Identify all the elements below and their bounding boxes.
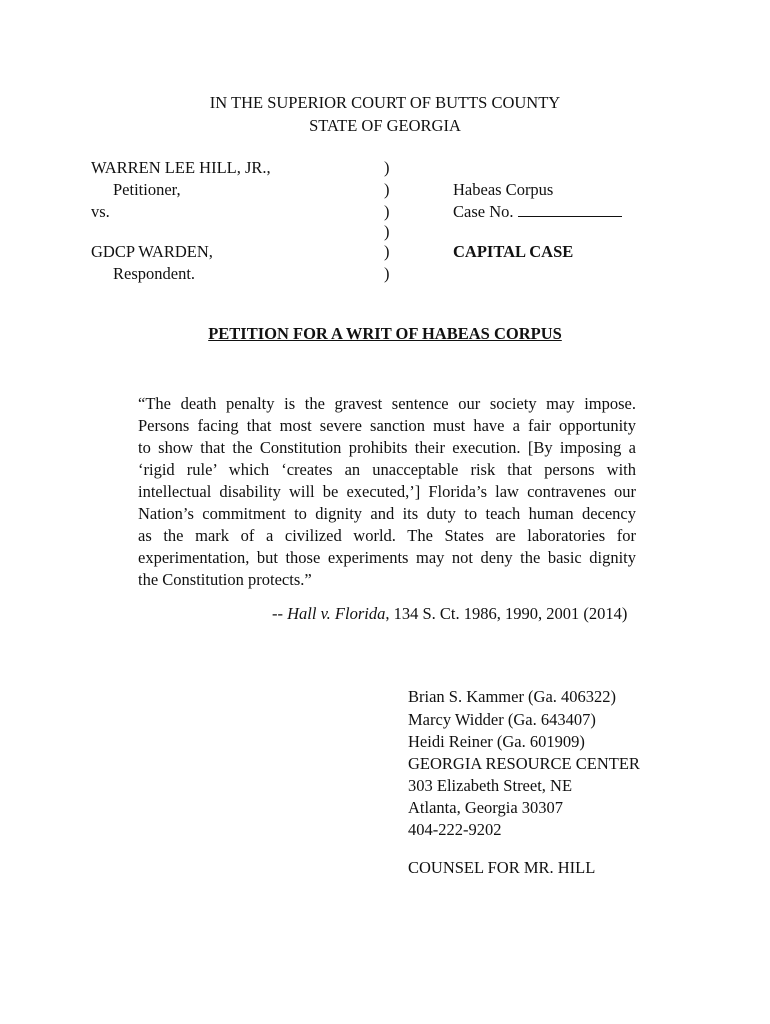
caption-paren: ) [384, 180, 390, 199]
case-number-blank [518, 201, 622, 217]
counsel-line: GEORGIA RESOURCE CENTER [408, 754, 640, 773]
counsel-line: 303 Elizabeth Street, NE [408, 776, 573, 795]
caption-paren: ) [384, 158, 390, 177]
quote-line: as the mark of a civilized world. The States are laboratories for [138, 526, 636, 545]
quote-line: the Constitution protects.” [138, 570, 312, 589]
citation-prefix: -- [272, 604, 288, 623]
court-name: IN THE SUPERIOR COURT OF BUTTS COUNTY [209, 93, 561, 112]
court-state: STATE OF GEORGIA [309, 116, 461, 135]
quote-line: to show that the Constitution prohibits their execution. [By imposing a [138, 438, 636, 457]
caption-paren: ) [384, 242, 390, 261]
petitioner-name: WARREN LEE HILL, JR., [91, 158, 271, 177]
quote-line: Nation’s commitment to dignity and its duty to teach human decency [138, 504, 636, 523]
counsel-line: 404-222-9202 [408, 820, 502, 839]
citation-reporter: , 134 S. Ct. 1986, 1990, 2001 (2014) [385, 604, 628, 623]
respondent-name: GDCP WARDEN, [91, 242, 213, 261]
quote-line: Persons facing that most severe sanction must have a fair opportunity [138, 416, 636, 435]
petitioner-role: Petitioner, [113, 180, 181, 199]
counsel-line: Atlanta, Georgia 30307 [408, 798, 564, 817]
versus-label: vs. [91, 202, 110, 221]
quote-line: experimentation, but those experiments may not deny the basic dignity [138, 548, 636, 567]
document-title: PETITION FOR A WRIT OF HABEAS CORPUS [208, 324, 562, 343]
citation-case-name: Hall v. Florida [287, 604, 386, 623]
counsel-line: Brian S. Kammer (Ga. 406322) [408, 687, 617, 706]
quote-line: intellectual disability will be executed,’] Florida’s law contravenes our [138, 482, 636, 501]
case-type: Habeas Corpus [453, 180, 554, 199]
quote-line: “The death penalty is the gravest sentence our society may impose. [138, 394, 636, 413]
capital-case-label: CAPITAL CASE [453, 242, 574, 261]
epigraph-quote [138, 393, 636, 591]
counsel-line: Marcy Widder (Ga. 643407) [408, 710, 596, 729]
caption-paren: ) [384, 264, 390, 283]
case-number-label: Case No. [453, 202, 514, 221]
caption-paren: ) [384, 222, 390, 241]
case-number-line [453, 201, 622, 223]
counsel-line: Heidi Reiner (Ga. 601909) [408, 732, 585, 751]
respondent-role: Respondent. [113, 264, 196, 283]
counsel-designation: COUNSEL FOR MR. HILL [408, 858, 596, 877]
quote-line: ‘rigid rule’ which ‘creates an unacceptable risk that persons with [138, 460, 636, 479]
quote-citation [272, 603, 627, 625]
caption-paren: ) [384, 202, 390, 221]
